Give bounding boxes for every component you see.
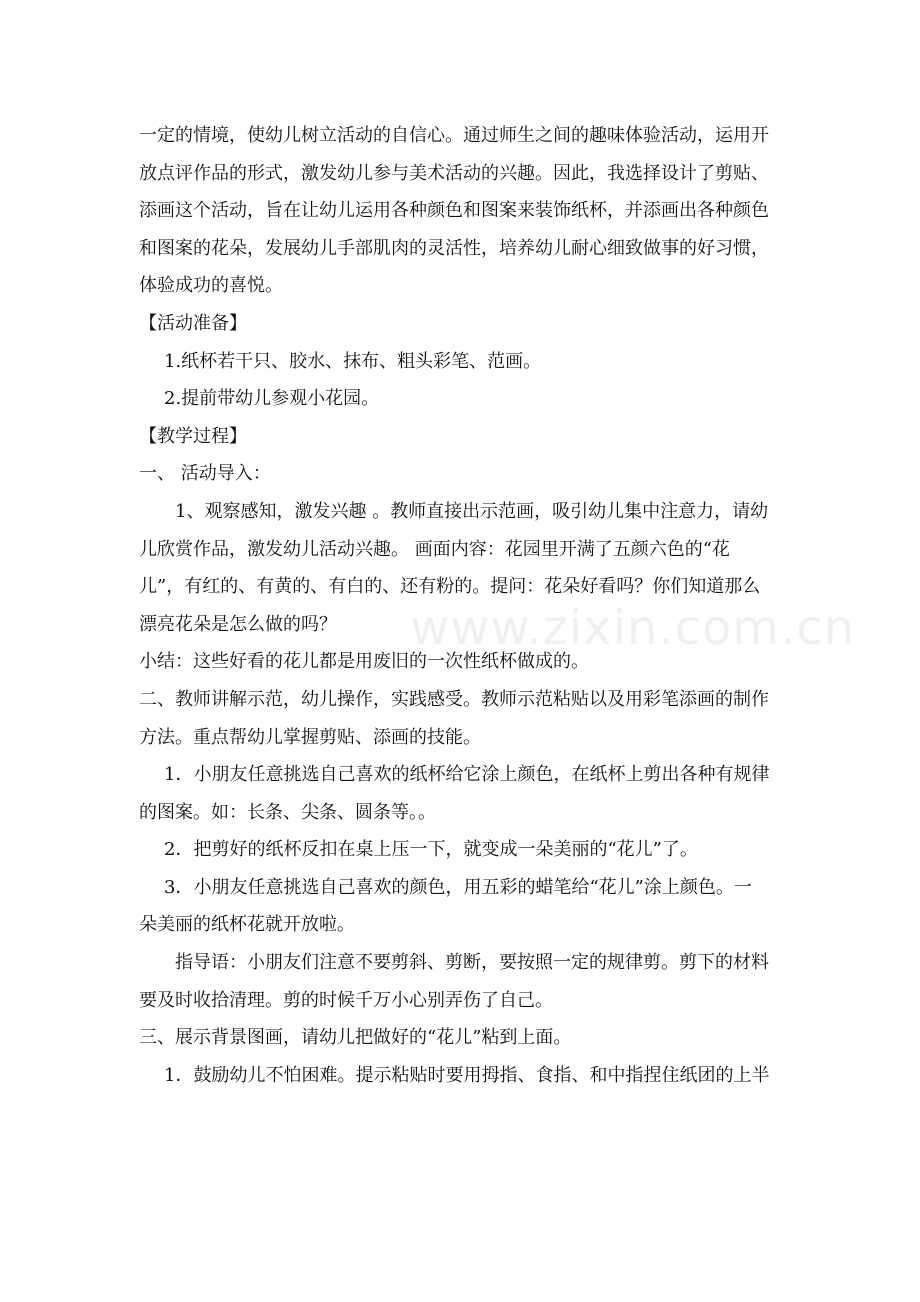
text-line: 体验成功的喜悦。 — [139, 275, 283, 297]
text-line: 【活动准备】 — [139, 312, 247, 334]
text-line: 1．小朋友任意挑选自己喜欢的纸杯给它涂上颜色，在纸杯上剪出各种有规律 — [164, 764, 770, 786]
text-line: 儿欣赏作品，激发幼儿活动兴趣。 画面内容：花园里开满了五颜六色的“花 — [139, 538, 730, 560]
text-line: 小结：这些好看的花儿都是用废旧的一次性纸杯做成的。 — [139, 651, 589, 673]
text-line: 2.提前带幼儿参观小花园。 — [164, 388, 380, 410]
text-line: 指导语：小朋友们注意不要剪斜、剪断，要按照一定的规律剪。剪下的材料 — [175, 952, 769, 974]
text-line: 2．把剪好的纸杯反扣在桌上压一下，就变成一朵美丽的“花儿”了。 — [164, 839, 698, 861]
text-line: 一、 活动导入： — [139, 463, 271, 485]
text-line: 的图案。如：长条、尖条、圆条等。。 — [139, 801, 436, 823]
text-line: 漂亮花朵是怎么做的吗？ — [139, 613, 337, 635]
text-line: 儿”，有红的、有黄的、有白的、还有粉的。提问：花朵好看吗？你们知道那么 — [139, 576, 761, 598]
text-line: 3．小朋友任意挑选自己喜欢的颜色，用五彩的蜡笔给“花儿”涂上颜色。一 — [164, 876, 752, 898]
text-line: 【教学过程】 — [139, 425, 247, 447]
text-line: 朵美丽的纸杯花就开放啦。 — [139, 914, 355, 936]
text-line: 方法。重点帮幼儿掌握剪贴、添画的技能。 — [139, 726, 481, 748]
text-line: 和图案的花朵，发展幼儿手部肌肉的灵活性，培养幼儿耐心细致做事的好习惯， — [139, 237, 769, 259]
text-line: 一定的情境，使幼儿树立活动的自信心。通过师生之间的趣味体验活动，运用开 — [139, 125, 769, 146]
text-line: 二、教师讲解示范，幼儿操作，实践感受。教师示范粘贴以及用彩笔添画的制作 — [139, 688, 769, 710]
text-line: 放点评作品的形式，激发幼儿参与美术活动的兴趣。因此，我选择设计了剪贴、 — [139, 162, 769, 184]
watermark: www.zixin.com.cn — [410, 600, 856, 656]
text-line: 1、观察感知，激发兴趣 。教师直接出示范画，吸引幼儿集中注意力，请幼 — [175, 500, 769, 522]
text-line: 三、展示背景图画，请幼儿把做好的“花儿”粘到上面。 — [139, 1027, 572, 1049]
text-line: 要及时收拾清理。剪的时候千万小心别弄伤了自己。 — [139, 989, 553, 1011]
document-body — [139, 117, 789, 1094]
text-line: 1.纸杯若干只、胶水、抹布、粗头彩笔、范画。 — [164, 350, 542, 372]
text-line: 1．鼓励幼儿不怕困难。提示粘贴时要用拇指、食指、和中指捏住纸团的上半 — [164, 1064, 770, 1086]
text-line: 添画这个活动，旨在让幼儿运用各种颜色和图案来装饰纸杯，并添画出各种颜色 — [139, 200, 769, 222]
